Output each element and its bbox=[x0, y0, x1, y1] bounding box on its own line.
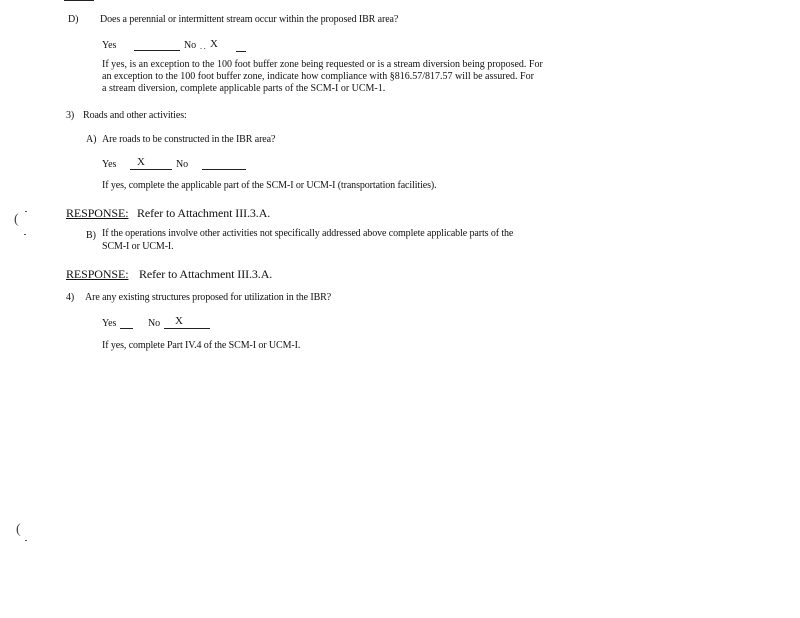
question-3b-line-1: If the operations involve other activities not specifically addressed above complete applicable parts of the bbox=[102, 228, 514, 239]
question-4-yes-label: Yes bbox=[102, 318, 117, 329]
question-3a-no-label: No bbox=[176, 159, 189, 170]
question-d-yes-blank bbox=[134, 40, 180, 51]
question-d-no-blank bbox=[236, 41, 246, 52]
question-d-note bbox=[102, 59, 543, 95]
binder-dot bbox=[24, 234, 26, 235]
binder-hole-mark-lower: ( bbox=[16, 522, 21, 537]
question-4-label: 4) bbox=[66, 292, 75, 303]
question-d-no-answer: X bbox=[210, 38, 218, 50]
top-underline-mark bbox=[64, 0, 94, 1]
question-3b-line-2: SCM-I or UCM-I. bbox=[102, 241, 174, 252]
binder-dot bbox=[25, 540, 27, 541]
question-3a-no-blank bbox=[202, 159, 246, 170]
question-4-no-blank bbox=[164, 318, 210, 329]
question-d-yes-label: Yes bbox=[102, 40, 117, 51]
question-4-text: Are any existing structures proposed for utilization in the IBR? bbox=[85, 292, 332, 303]
question-3a-yes-label: Yes bbox=[102, 159, 117, 170]
question-d-note-line-3: a stream diversion, complete applicable parts of the SCM-I or UCM-1. bbox=[102, 83, 386, 94]
binder-hole-mark-upper: ( bbox=[14, 212, 19, 227]
question-d-note-line-2: an exception to the 100 foot buffer zone, indicate how compliance with §816.57/817.57 will be assured. For bbox=[102, 71, 534, 82]
question-3a-note: If yes, complete the applicable part of the SCM-I or UCM-I (transportation facilities). bbox=[102, 180, 437, 191]
section-3-label: 3) bbox=[66, 110, 75, 121]
question-d-text: Does a perennial or intermittent stream occur within the proposed IBR area? bbox=[100, 14, 399, 25]
question-d-no-dots: . . bbox=[200, 42, 206, 51]
response-3b-text: Refer to Attachment III.3.A. bbox=[139, 267, 273, 281]
binder-dot bbox=[25, 211, 27, 212]
response-3a-label: RESPONSE: bbox=[66, 206, 129, 220]
question-4-yes-blank bbox=[120, 318, 133, 329]
response-3b-label: RESPONSE: bbox=[66, 267, 129, 281]
question-4-note: If yes, complete Part IV.4 of the SCM-I or UCM-I. bbox=[102, 340, 301, 351]
question-4-no-label: No bbox=[148, 318, 161, 329]
question-3a-label: A) bbox=[86, 134, 97, 145]
question-3b-label: B) bbox=[86, 230, 96, 241]
question-4-no-answer: X bbox=[175, 315, 183, 327]
response-3a-text: Refer to Attachment III.3.A. bbox=[137, 206, 271, 220]
question-3a-text: Are roads to be constructed in the IBR area? bbox=[102, 134, 276, 145]
section-3-text: Roads and other activities: bbox=[83, 110, 187, 121]
question-3a-yes-answer: X bbox=[137, 156, 145, 168]
question-d-no-label: No bbox=[184, 40, 197, 51]
question-d-label: D) bbox=[68, 14, 79, 25]
question-d-note-line-1: If yes, is an exception to the 100 foot buffer zone being requested or is a stream diversion being proposed. For bbox=[102, 59, 543, 70]
